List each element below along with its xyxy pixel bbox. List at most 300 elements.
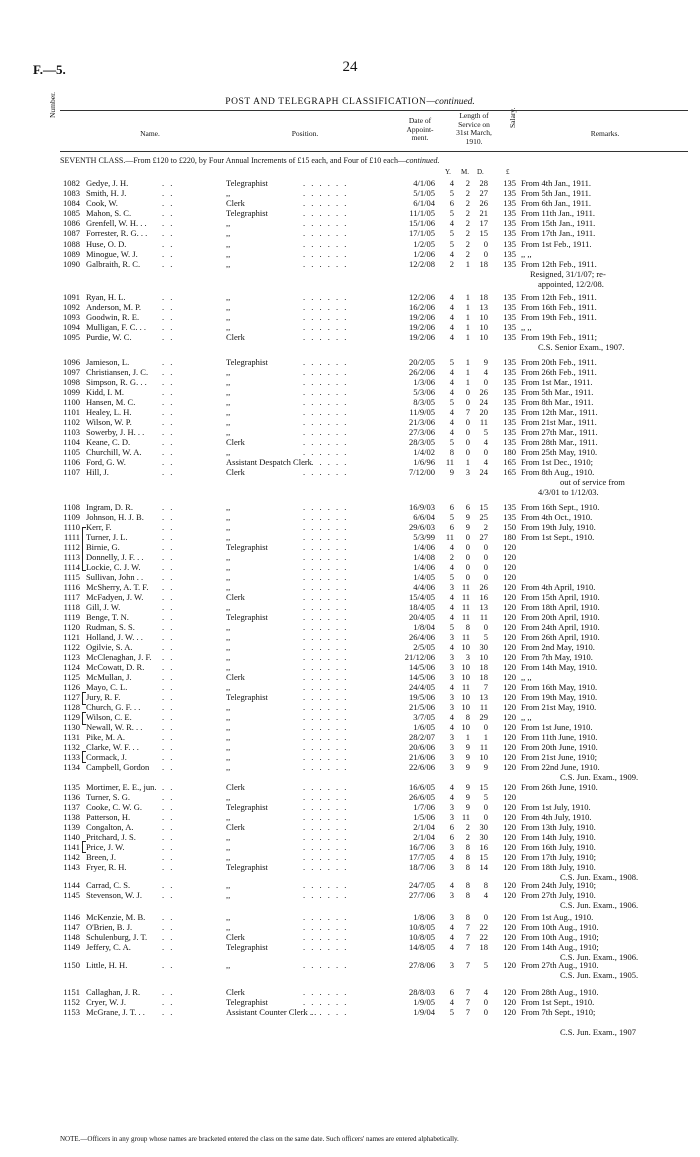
leader-dots: . . — [162, 239, 175, 249]
row-position: ,, — [226, 562, 231, 572]
leader-dots: . . . . . . — [303, 622, 349, 632]
row-service-years: 3 — [449, 762, 454, 772]
row-service-months: 1 — [465, 292, 470, 302]
row-name: McCowatt, D. R. — [86, 662, 145, 672]
row-remarks: From 16th Sept., 1910. — [521, 502, 600, 512]
leader-dots: . . — [162, 512, 175, 522]
row-service-days: 13 — [479, 302, 488, 312]
leader-dots: . . . . . . — [303, 672, 349, 682]
row-number: 1087 — [63, 228, 80, 238]
leader-dots: . . — [162, 942, 175, 952]
row-service-years: 4 — [449, 312, 454, 322]
leader-dots: . . . . . . — [303, 932, 349, 942]
row-position: ,, — [226, 228, 231, 238]
row-remarks: From 11th Jan., 1911. — [521, 208, 595, 218]
row-service-days: 5 — [483, 960, 488, 970]
row-salary: 150 — [503, 522, 516, 532]
row-service-days: 5 — [483, 632, 488, 642]
row-name: O'Brien, B. J. — [86, 922, 133, 932]
row-position: ,, — [226, 552, 231, 562]
row-service-years: 5 — [449, 239, 454, 249]
row-number: 1136 — [63, 792, 80, 802]
table-row — [0, 572, 700, 582]
row-position: Clerk — [226, 822, 245, 832]
row-number: 1107 — [63, 467, 80, 477]
row-service-years: 3 — [449, 662, 454, 672]
leader-dots: . . — [162, 357, 175, 367]
row-service-years: 3 — [449, 742, 454, 752]
row-appointment-date: 6/1/04 — [413, 198, 435, 208]
row-name: Smith, H. J. — [86, 188, 127, 198]
row-appointment-date: 8/3/05 — [413, 397, 435, 407]
row-name: McMullan, J. — [86, 672, 132, 682]
row-number: 1150 — [63, 960, 80, 970]
row-salary: 120 — [503, 880, 516, 890]
table-row — [0, 302, 700, 312]
table-row — [0, 249, 700, 259]
row-appointment-date: 2/5/05 — [413, 642, 435, 652]
row-salary: 120 — [503, 702, 516, 712]
row-number: 1115 — [63, 572, 80, 582]
row-position: ,, — [226, 582, 231, 592]
leader-dots: . . — [162, 302, 175, 312]
leader-dots: . . — [162, 792, 175, 802]
row-name: Stevenson, W. J. — [86, 890, 142, 900]
row-service-years: 5 — [449, 622, 454, 632]
table-row — [0, 447, 700, 457]
table-row — [0, 417, 700, 427]
row-service-years: 5 — [449, 397, 454, 407]
row-service-years: 6 — [449, 822, 454, 832]
row-service-years: 4 — [449, 292, 454, 302]
leader-dots: . . — [162, 322, 175, 332]
row-appointment-date: 26/6/05 — [409, 792, 435, 802]
row-position: Telegraphist — [226, 997, 268, 1007]
row-service-days: 15 — [479, 502, 488, 512]
row-service-days: 27 — [479, 532, 488, 542]
row-remarks: From 13th July, 1910. — [521, 822, 596, 832]
leader-dots: . . . . . . — [303, 890, 349, 900]
row-name: Patterson, H. — [86, 812, 131, 822]
row-name: Mulligan, F. C. . . — [86, 322, 147, 332]
row-service-months: 9 — [465, 792, 470, 802]
row-service-years: 4 — [449, 712, 454, 722]
leader-dots: . . — [162, 592, 175, 602]
row-service-days: 2 — [483, 522, 488, 532]
row-service-years: 4 — [449, 387, 454, 397]
row-salary: 120 — [503, 602, 516, 612]
row-appointment-date: 1/4/08 — [413, 552, 435, 562]
row-remarks: From 16th May, 1910. — [521, 682, 598, 692]
footnote: NOTE.—Officers in any group whose names are bracketed entered the class on the same date. Such officers' names are entered alphabetically. — [60, 1135, 459, 1143]
leader-dots: . . — [162, 762, 175, 772]
row-remarks: From 20th April, 1910. — [521, 612, 600, 622]
row-service-months: 8 — [465, 622, 470, 632]
row-position: ,, — [226, 602, 231, 612]
leader-dots: . . . . . . — [303, 417, 349, 427]
leader-dots: . . . . . . — [303, 249, 349, 259]
row-service-months: 2 — [465, 228, 470, 238]
table-row — [0, 259, 700, 269]
row-remarks: From 16th July, 1910. — [521, 842, 596, 852]
leader-dots: . . . . . . — [303, 662, 349, 672]
row-name: Kerr, F. — [86, 522, 112, 532]
leader-dots: . . — [162, 880, 175, 890]
leader-dots: . . . . . . — [303, 762, 349, 772]
leader-dots: . . . . . . — [303, 712, 349, 722]
row-name: Jamieson, L. — [86, 357, 130, 367]
service-header-line: Length of — [459, 111, 489, 120]
row-service-months: 11 — [461, 612, 470, 622]
row-service-days: 5 — [483, 427, 488, 437]
row-position: ,, — [226, 682, 231, 692]
row-position: Clerk — [226, 467, 245, 477]
row-position: ,, — [226, 662, 231, 672]
row-service-days: 0 — [483, 622, 488, 632]
row-remarks: From 1st Dec., 1910; — [521, 457, 594, 467]
row-remarks: From 14th May, 1910. — [521, 662, 598, 672]
row-service-months: 8 — [465, 862, 470, 872]
leader-dots: . . . . . . — [303, 732, 349, 742]
leader-dots: . . — [162, 582, 175, 592]
row-service-years: 2 — [449, 552, 454, 562]
header-bottom-rule — [60, 151, 688, 152]
row-service-years: 8 — [449, 447, 454, 457]
row-position: Assistant Counter Clerk . . — [226, 1007, 317, 1017]
class-heading-suffix: continued. — [405, 156, 440, 165]
row-name: Kidd, I. M. — [86, 387, 125, 397]
leader-dots: . . . . . . — [303, 188, 349, 198]
row-number: 1089 — [63, 249, 80, 259]
date-header-line: Appoint- — [406, 124, 434, 134]
row-appointment-date: 29/6/03 — [409, 522, 435, 532]
row-remarks: From 26th April, 1910. — [521, 632, 600, 642]
service-header-line: 1910. — [465, 136, 483, 146]
row-appointment-date: 20/4/05 — [409, 612, 435, 622]
row-service-days: 4 — [483, 987, 488, 997]
table-row — [0, 932, 700, 942]
row-number: 1097 — [63, 367, 80, 377]
row-service-years: 3 — [449, 692, 454, 702]
row-position: Clerk — [226, 198, 245, 208]
table-row — [0, 732, 700, 742]
row-service-years: 4 — [449, 852, 454, 862]
leader-dots: . . — [162, 662, 175, 672]
leader-dots: . . — [162, 852, 175, 862]
row-name: Gill, J. W. — [86, 602, 121, 612]
row-service-years: 4 — [449, 922, 454, 932]
leader-dots: . . . . . . — [303, 387, 349, 397]
row-name: Ryan, H. L. — [86, 292, 126, 302]
row-salary: 120 — [503, 852, 516, 862]
row-service-months: 9 — [465, 752, 470, 762]
leader-dots: . . — [162, 802, 175, 812]
header-top-rule — [60, 110, 688, 111]
leader-dots: . . . . . . — [303, 960, 349, 970]
col-remarks-header: Remarks. — [590, 129, 620, 138]
leader-dots: . . . . . . — [303, 302, 349, 312]
row-appointment-date: 16/6/05 — [409, 782, 435, 792]
row-number: 1124 — [63, 662, 80, 672]
row-remarks: From 27th Aug., 1910. — [521, 960, 599, 970]
leader-dots: . . — [162, 502, 175, 512]
row-service-days: 4 — [483, 457, 488, 467]
row-name: Pike, M. A. — [86, 732, 125, 742]
row-name: Benge, T. N. — [86, 612, 129, 622]
row-service-months: 11 — [461, 632, 470, 642]
row-service-months: 1 — [465, 457, 470, 467]
leader-dots: . . — [162, 407, 175, 417]
row-name: Holland, J. W. . . — [86, 632, 143, 642]
row-service-days: 16 — [479, 842, 488, 852]
row-remarks: From 1st July, 1910. — [521, 802, 591, 812]
row-name: Turner, J. L. — [86, 532, 128, 542]
leader-dots: . . . . . . — [303, 612, 349, 622]
row-salary: 120 — [503, 572, 516, 582]
row-position: ,, — [226, 188, 231, 198]
row-service-days: 10 — [479, 332, 488, 342]
row-position: ,, — [226, 387, 231, 397]
leader-dots: . . — [162, 722, 175, 732]
row-service-months: 10 — [461, 722, 470, 732]
row-number: 1110 — [63, 522, 80, 532]
row-remarks: From 27th Mar., 1911. — [521, 427, 598, 437]
remark-continuation: C.S. Jun. Exam., 1906. — [560, 900, 639, 910]
table-row — [0, 782, 700, 792]
row-service-days: 14 — [479, 862, 488, 872]
row-appointment-date: 20/6/06 — [409, 742, 435, 752]
leader-dots: . . — [162, 542, 175, 552]
leader-dots: . . — [162, 642, 175, 652]
row-remarks: From 1st Aug., 1910. — [521, 912, 594, 922]
leader-dots: . . — [162, 259, 175, 269]
leader-dots: . . . . . . — [303, 312, 349, 322]
row-service-days: 18 — [479, 672, 488, 682]
leader-dots: . . — [162, 960, 175, 970]
remark-continuation: C.S. Jun. Exam., 1908. — [560, 872, 639, 882]
leader-dots: . . — [162, 198, 175, 208]
row-remarks: ,, ,, — [521, 249, 532, 259]
table-row — [0, 582, 700, 592]
row-appointment-date: 2/1/04 — [413, 822, 435, 832]
leader-dots: . . . . . . — [303, 582, 349, 592]
row-remarks: From 5th Mar., 1911. — [521, 387, 594, 397]
row-position: ,, — [226, 239, 231, 249]
row-service-months: 0 — [465, 532, 470, 542]
row-service-years: 5 — [449, 1007, 454, 1017]
row-service-years: 4 — [449, 367, 454, 377]
row-name: Christiansen, J. C. — [86, 367, 149, 377]
row-position: Assistant Despatch Clerk — [226, 457, 312, 467]
row-remarks: From 6th Jan., 1911. — [521, 198, 592, 208]
row-name: Little, H. H. — [86, 960, 128, 970]
row-service-months: 2 — [465, 822, 470, 832]
row-salary: 135 — [503, 302, 516, 312]
table-row — [0, 312, 700, 322]
row-salary: 135 — [503, 437, 516, 447]
page-id: F.—5. — [33, 62, 66, 77]
row-number: 1142 — [63, 852, 80, 862]
row-position: ,, — [226, 642, 231, 652]
row-number: 1152 — [63, 997, 80, 1007]
leader-dots: . . . . . . — [303, 782, 349, 792]
table-row — [0, 532, 700, 542]
leader-dots: . . — [162, 437, 175, 447]
row-position: Telegraphist — [226, 802, 268, 812]
row-salary: 135 — [503, 208, 516, 218]
leader-dots: . . — [162, 292, 175, 302]
row-service-days: 29 — [479, 712, 488, 722]
row-service-days: 11 — [479, 417, 488, 427]
row-salary: 120 — [503, 862, 516, 872]
row-number: 1123 — [63, 652, 80, 662]
leader-dots: . . — [162, 672, 175, 682]
row-appointment-date: 21/5/06 — [409, 702, 435, 712]
leader-dots: . . . . . . — [303, 218, 349, 228]
row-service-months: 7 — [465, 997, 470, 1007]
row-number: 1138 — [63, 812, 80, 822]
row-service-days: 1 — [483, 732, 488, 742]
leader-dots: . . — [162, 447, 175, 457]
leader-dots: . . — [162, 178, 175, 188]
row-service-years: 6 — [449, 832, 454, 842]
row-salary: 120 — [503, 1007, 516, 1017]
row-number: 1118 — [63, 602, 80, 612]
row-service-days: 9 — [483, 357, 488, 367]
row-number: 1143 — [63, 862, 80, 872]
leader-dots: . . . . . . — [303, 377, 349, 387]
row-service-days: 22 — [479, 932, 488, 942]
row-service-days: 18 — [479, 259, 488, 269]
row-number: 1135 — [63, 782, 80, 792]
row-position: Clerk — [226, 437, 245, 447]
row-service-years: 3 — [449, 752, 454, 762]
row-service-years: 4 — [449, 682, 454, 692]
row-name: Wilson, W. P. — [86, 417, 132, 427]
leader-dots: . . . . . . — [303, 802, 349, 812]
table-row — [0, 762, 700, 772]
row-name: Schulenburg, J. T. — [86, 932, 148, 942]
leader-dots: . . — [162, 377, 175, 387]
leader-dots: . . — [162, 612, 175, 622]
row-name: Clarke, W. F. . . — [86, 742, 139, 752]
row-position: Clerk — [226, 782, 245, 792]
row-name: Ogilvie, S. A. — [86, 642, 133, 652]
remark-continuation: C.S. Jun. Exam., 1906. — [560, 952, 639, 962]
row-service-months: 7 — [465, 932, 470, 942]
row-name: Fryer, R. H. — [86, 862, 127, 872]
row-service-months: 11 — [461, 592, 470, 602]
leader-dots: . . . . . . — [303, 1007, 349, 1017]
row-number: 1103 — [63, 427, 80, 437]
row-appointment-date: 1/2/05 — [413, 239, 435, 249]
table-row — [0, 692, 700, 702]
leader-dots: . . — [162, 622, 175, 632]
row-service-days: 0 — [483, 912, 488, 922]
row-service-years: 2 — [449, 259, 454, 269]
leader-dots: . . — [162, 562, 175, 572]
row-appointment-date: 5/3/99 — [413, 532, 435, 542]
row-salary: 120 — [503, 712, 516, 722]
row-service-days: 10 — [479, 652, 488, 662]
row-salary: 135 — [503, 427, 516, 437]
row-appointment-date: 1/6/96 — [413, 457, 435, 467]
row-service-months: 10 — [461, 642, 470, 652]
row-service-years: 4 — [449, 612, 454, 622]
row-position: ,, — [226, 312, 231, 322]
row-remarks: From 10th Aug., 1910. — [521, 922, 599, 932]
table-row — [0, 357, 700, 367]
table-row — [0, 802, 700, 812]
row-service-years: 4 — [449, 302, 454, 312]
row-position: Clerk — [226, 987, 245, 997]
row-service-months: 2 — [465, 218, 470, 228]
row-service-days: 11 — [479, 702, 488, 712]
row-position: ,, — [226, 842, 231, 852]
row-service-months: 3 — [465, 652, 470, 662]
row-number: 1101 — [63, 407, 80, 417]
row-salary: 135 — [503, 292, 516, 302]
row-remarks: From 4th April, 1910. — [521, 582, 596, 592]
row-number: 1090 — [63, 259, 80, 269]
row-service-days: 24 — [479, 397, 488, 407]
row-name: Price, J. W. — [86, 842, 125, 852]
row-service-months: 7 — [465, 942, 470, 952]
row-number: 1148 — [63, 932, 80, 942]
row-position: Telegraphist — [226, 942, 268, 952]
table-row — [0, 987, 700, 997]
row-remarks: ,, ,, — [521, 712, 532, 722]
row-name: Callaghan, J. R. — [86, 987, 141, 997]
group-bracket — [82, 751, 86, 763]
row-appointment-date: 14/8/05 — [409, 942, 435, 952]
row-service-months: 2 — [465, 239, 470, 249]
table-row — [0, 652, 700, 662]
leader-dots: . . — [162, 312, 175, 322]
row-appointment-date: 15/4/05 — [409, 592, 435, 602]
row-number: 1131 — [63, 732, 80, 742]
row-name: Grenfell, W. H. . . — [86, 218, 147, 228]
row-name: Keane, C. D. — [86, 437, 131, 447]
leader-dots: . . . . . . — [303, 702, 349, 712]
row-salary: 120 — [503, 732, 516, 742]
table-row — [0, 822, 700, 832]
row-remarks: From 18th April, 1910. — [521, 602, 600, 612]
row-service-months: 9 — [465, 802, 470, 812]
row-salary: 135 — [503, 387, 516, 397]
row-appointment-date: 24/4/05 — [409, 682, 435, 692]
row-salary: 120 — [503, 632, 516, 642]
table-row — [0, 332, 700, 342]
row-salary: 120 — [503, 832, 516, 842]
leader-dots: . . . . . . — [303, 292, 349, 302]
row-service-days: 11 — [479, 742, 488, 752]
row-service-days: 10 — [479, 752, 488, 762]
row-position: ,, — [226, 292, 231, 302]
row-salary: 120 — [503, 612, 516, 622]
leader-dots: . . . . . . — [303, 572, 349, 582]
row-salary: 180 — [503, 532, 516, 542]
row-salary: 135 — [503, 198, 516, 208]
row-number: 1100 — [63, 397, 80, 407]
row-number: 1139 — [63, 822, 80, 832]
row-name: Healey, L. H. — [86, 407, 132, 417]
row-salary: 120 — [503, 542, 516, 552]
row-service-days: 18 — [479, 292, 488, 302]
row-service-years: 4 — [449, 880, 454, 890]
table-row — [0, 672, 700, 682]
leader-dots: . . . . . . — [303, 592, 349, 602]
